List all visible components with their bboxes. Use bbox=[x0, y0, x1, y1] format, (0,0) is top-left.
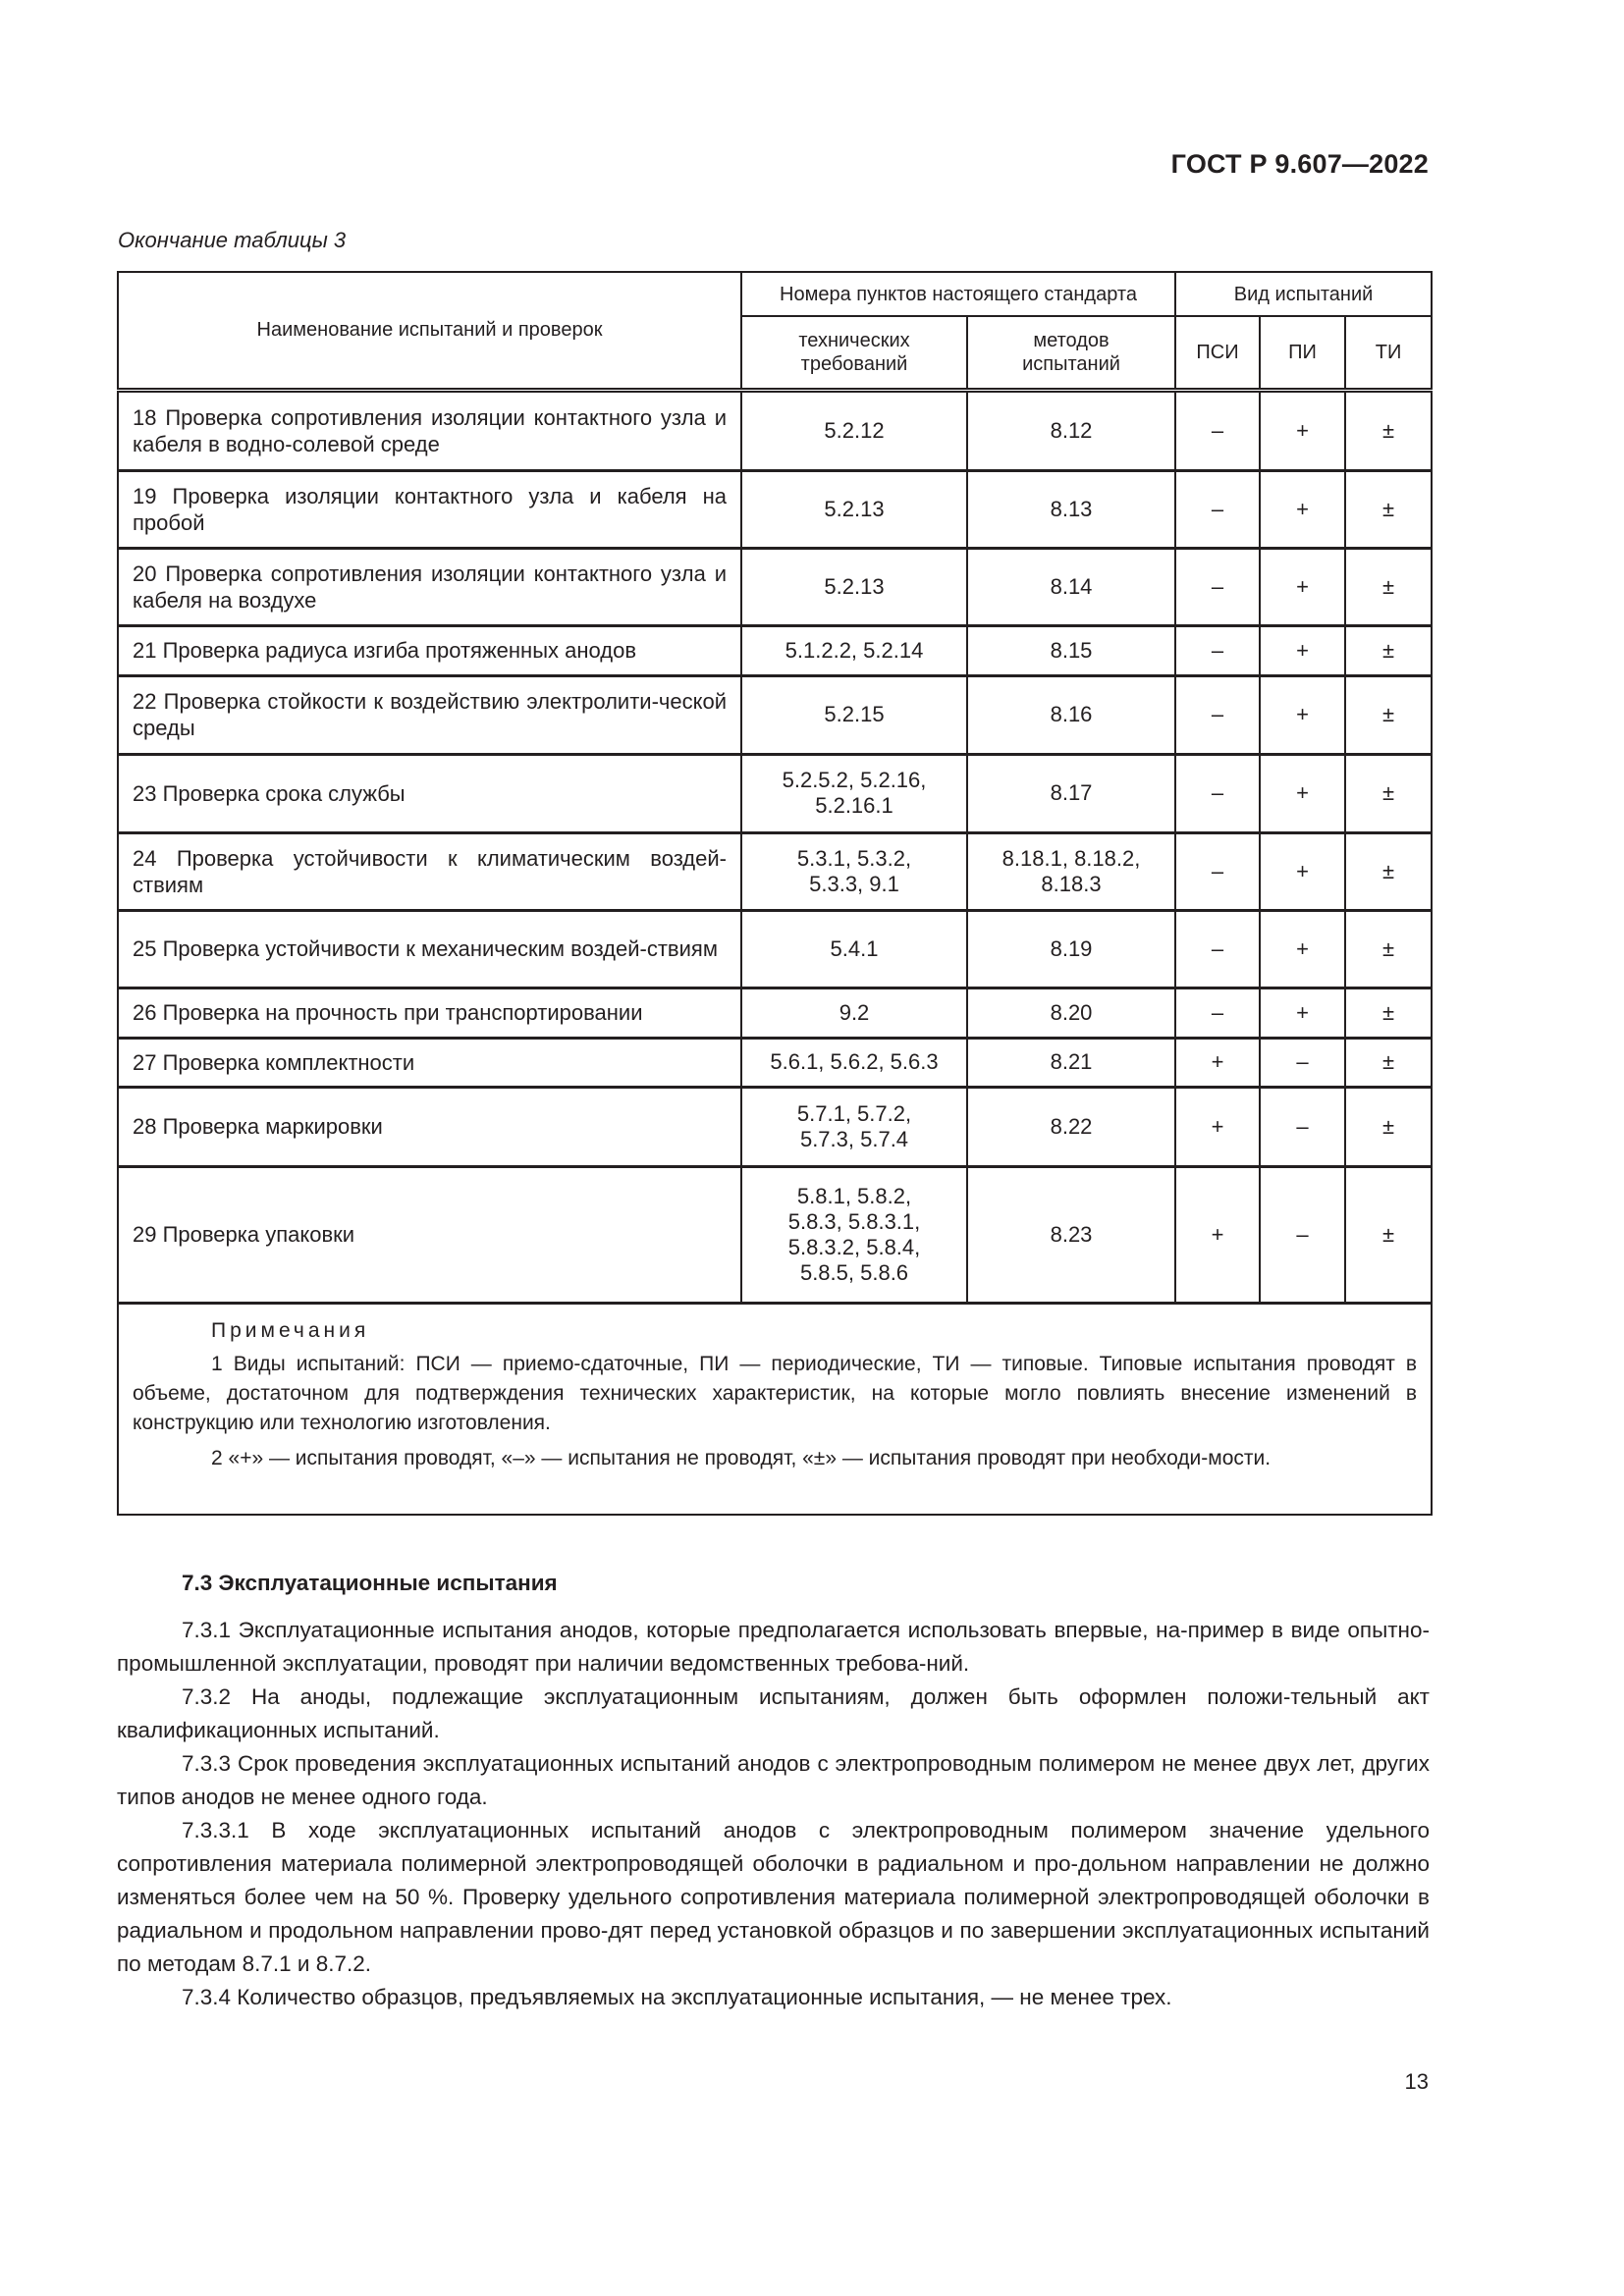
table-row bbox=[118, 675, 1432, 754]
psi-mark: – bbox=[1175, 988, 1260, 1038]
test-name: 22 Проверка стойкости к воздействию электролити-ческой среды bbox=[118, 675, 741, 754]
tech-clause: 9.2 bbox=[741, 988, 967, 1038]
method-clause: 8.20 bbox=[967, 988, 1175, 1038]
method-clause: 8.19 bbox=[967, 910, 1175, 988]
ti-mark: ± bbox=[1345, 1087, 1432, 1166]
method-clause: 8.22 bbox=[967, 1087, 1175, 1166]
test-name: 24 Проверка устойчивости к климатическим воздей-ствиям bbox=[118, 832, 741, 910]
pi-mark: – bbox=[1260, 1166, 1345, 1303]
tech-clause: 5.1.2.2, 5.2.14 bbox=[741, 625, 967, 675]
paragraph: 7.3.3 Срок проведения эксплуатационных испытаний анодов с электропроводным полимером не менее двух лет, других типов анодов не менее одного года. bbox=[117, 1751, 1430, 1809]
test-name: 23 Проверка срока службы bbox=[118, 754, 741, 832]
test-name: 29 Проверка упаковки bbox=[118, 1166, 741, 1303]
method-clause: 8.23 bbox=[967, 1166, 1175, 1303]
psi-mark: – bbox=[1175, 910, 1260, 988]
tech-clause: 5.6.1, 5.6.2, 5.6.3 bbox=[741, 1038, 967, 1087]
ti-mark: ± bbox=[1345, 548, 1432, 625]
method-clause: 8.21 bbox=[967, 1038, 1175, 1087]
table-row bbox=[118, 754, 1432, 832]
psi-mark: – bbox=[1175, 754, 1260, 832]
ti-mark: ± bbox=[1345, 910, 1432, 988]
tech-clause: 5.8.1, 5.8.2, 5.8.3, 5.8.3.1, 5.8.3.2, 5.8.4, 5.8.5, 5.8.6 bbox=[741, 1166, 967, 1303]
tech-clause: 5.4.1 bbox=[741, 910, 967, 988]
table-row bbox=[118, 548, 1432, 625]
tests-table bbox=[117, 271, 1433, 1516]
psi-mark: + bbox=[1175, 1087, 1260, 1166]
method-clause: 8.15 bbox=[967, 625, 1175, 675]
ti-mark: ± bbox=[1345, 1166, 1432, 1303]
table-row bbox=[118, 1038, 1432, 1087]
header-tech-requirements: технических требований bbox=[741, 316, 967, 390]
table-row bbox=[118, 1087, 1432, 1166]
table-row bbox=[118, 390, 1432, 470]
table-row bbox=[118, 1166, 1432, 1303]
test-name: 27 Проверка комплектности bbox=[118, 1038, 741, 1087]
paragraph: 7.3.3.1 В ходе эксплуатационных испытаний анодов с электропроводным полимером значение удельного сопротивления материала полимерной электропроводящей оболочки в радиальном и про-дольном направлении не должно изменяться более чем на 50 %. Проверку удельного сопротивления материала полимерной электропроводящей оболочки в радиальном и продольном направлении прово-дят перед установкой образцов и по завершении эксплуатационных испытаний по методам 8.7.1 и 8.7.2. bbox=[117, 1818, 1430, 1976]
psi-mark: – bbox=[1175, 390, 1260, 470]
pi-mark: + bbox=[1260, 390, 1345, 470]
header-test-name: Наименование испытаний и проверок bbox=[118, 272, 741, 390]
table-caption: Окончание таблицы 3 bbox=[118, 228, 347, 252]
psi-mark: + bbox=[1175, 1038, 1260, 1087]
table-row bbox=[118, 625, 1432, 675]
tech-clause: 5.3.1, 5.3.2, 5.3.3, 9.1 bbox=[741, 832, 967, 910]
test-name: 20 Проверка сопротивления изоляции контактного узла и кабеля на воздухе bbox=[118, 548, 741, 625]
pi-mark: + bbox=[1260, 754, 1345, 832]
table-row bbox=[118, 988, 1432, 1038]
method-clause: 8.13 bbox=[967, 470, 1175, 548]
table-header-row-1 bbox=[118, 272, 1432, 316]
ti-mark: ± bbox=[1345, 1038, 1432, 1087]
header-ti: ТИ bbox=[1345, 316, 1432, 390]
notes-title: Примечания bbox=[211, 1318, 370, 1342]
psi-mark: – bbox=[1175, 675, 1260, 754]
table-notes bbox=[118, 1303, 1432, 1515]
test-name: 19 Проверка изоляции контактного узла и кабеля на пробой bbox=[118, 470, 741, 548]
ti-mark: ± bbox=[1345, 470, 1432, 548]
pi-mark: – bbox=[1260, 1038, 1345, 1087]
method-clause: 8.17 bbox=[967, 754, 1175, 832]
tech-clause: 5.2.13 bbox=[741, 548, 967, 625]
pi-mark: + bbox=[1260, 470, 1345, 548]
ti-mark: ± bbox=[1345, 390, 1432, 470]
psi-mark: + bbox=[1175, 1166, 1260, 1303]
test-name: 28 Проверка маркировки bbox=[118, 1087, 741, 1166]
paragraph: 7.3.1 Эксплуатационные испытания анодов, которые предполагается использовать впервые, на-пример в виде опытно-промышленной эксплуатации, проводят при наличии ведомственных требова-ний. bbox=[117, 1618, 1430, 1676]
pi-mark: – bbox=[1260, 1087, 1345, 1166]
pi-mark: + bbox=[1260, 988, 1345, 1038]
document-code: ГОСТ Р 9.607—2022 bbox=[1170, 149, 1429, 179]
header-psi: ПСИ bbox=[1175, 316, 1260, 390]
section-7-3 bbox=[117, 1567, 1430, 2014]
paragraph: 7.3.4 Количество образцов, предъявляемых на эксплуатационные испытания, — не менее трех. bbox=[182, 1985, 1172, 2009]
header-test-methods: методов испытаний bbox=[967, 316, 1175, 390]
method-clause: 8.16 bbox=[967, 675, 1175, 754]
note-item: 1 Виды испытаний: ПСИ — приемо-сдаточные, ПИ — периодические, ТИ — типовые. Типовые испытания проводят в объеме, достаточном для подтверждения технических характеристик, на которые могло повлиять внесение изменений в конструкцию или технологию изготовления. bbox=[133, 1352, 1418, 1434]
table-row bbox=[118, 470, 1432, 548]
psi-mark: – bbox=[1175, 832, 1260, 910]
page-number: 13 bbox=[1404, 2069, 1429, 2094]
ti-mark: ± bbox=[1345, 675, 1432, 754]
method-clause: 8.18.1, 8.18.2, 8.18.3 bbox=[967, 832, 1175, 910]
method-clause: 8.12 bbox=[967, 390, 1175, 470]
notes-row bbox=[118, 1303, 1432, 1515]
psi-mark: – bbox=[1175, 625, 1260, 675]
pi-mark: + bbox=[1260, 832, 1345, 910]
ti-mark: ± bbox=[1345, 988, 1432, 1038]
test-name: 26 Проверка на прочность при транспортировании bbox=[118, 988, 741, 1038]
psi-mark: – bbox=[1175, 470, 1260, 548]
test-name: 21 Проверка радиуса изгиба протяженных анодов bbox=[118, 625, 741, 675]
pi-mark: + bbox=[1260, 548, 1345, 625]
header-clauses-group: Номера пунктов настоящего стандарта bbox=[741, 272, 1175, 316]
ti-mark: ± bbox=[1345, 754, 1432, 832]
tech-clause: 5.2.5.2, 5.2.16, 5.2.16.1 bbox=[741, 754, 967, 832]
tech-clause: 5.2.13 bbox=[741, 470, 967, 548]
pi-mark: + bbox=[1260, 625, 1345, 675]
header-pi: ПИ bbox=[1260, 316, 1345, 390]
table-row bbox=[118, 832, 1432, 910]
tech-clause: 5.2.12 bbox=[741, 390, 967, 470]
tech-clause: 5.2.15 bbox=[741, 675, 967, 754]
pi-mark: + bbox=[1260, 910, 1345, 988]
note-item: 2 «+» — испытания проводят, «–» — испытания не проводят, «±» — испытания проводят при необходи-мости. bbox=[211, 1446, 1272, 1469]
ti-mark: ± bbox=[1345, 625, 1432, 675]
header-test-type-group: Вид испытаний bbox=[1175, 272, 1432, 316]
paragraph: 7.3.2 На аноды, подлежащие эксплуатационным испытаниям, должен быть оформлен положи-тельный акт квалификационных испытаний. bbox=[117, 1684, 1430, 1742]
test-name: 25 Проверка устойчивости к механическим воздей-ствиям bbox=[118, 910, 741, 988]
table-row bbox=[118, 910, 1432, 988]
method-clause: 8.14 bbox=[967, 548, 1175, 625]
tech-clause: 5.7.1, 5.7.2, 5.7.3, 5.7.4 bbox=[741, 1087, 967, 1166]
section-heading: 7.3 Эксплуатационные испытания bbox=[182, 1571, 558, 1595]
test-name: 18 Проверка сопротивления изоляции контактного узла и кабеля в водно-солевой среде bbox=[118, 390, 741, 470]
ti-mark: ± bbox=[1345, 832, 1432, 910]
psi-mark: – bbox=[1175, 548, 1260, 625]
pi-mark: + bbox=[1260, 675, 1345, 754]
